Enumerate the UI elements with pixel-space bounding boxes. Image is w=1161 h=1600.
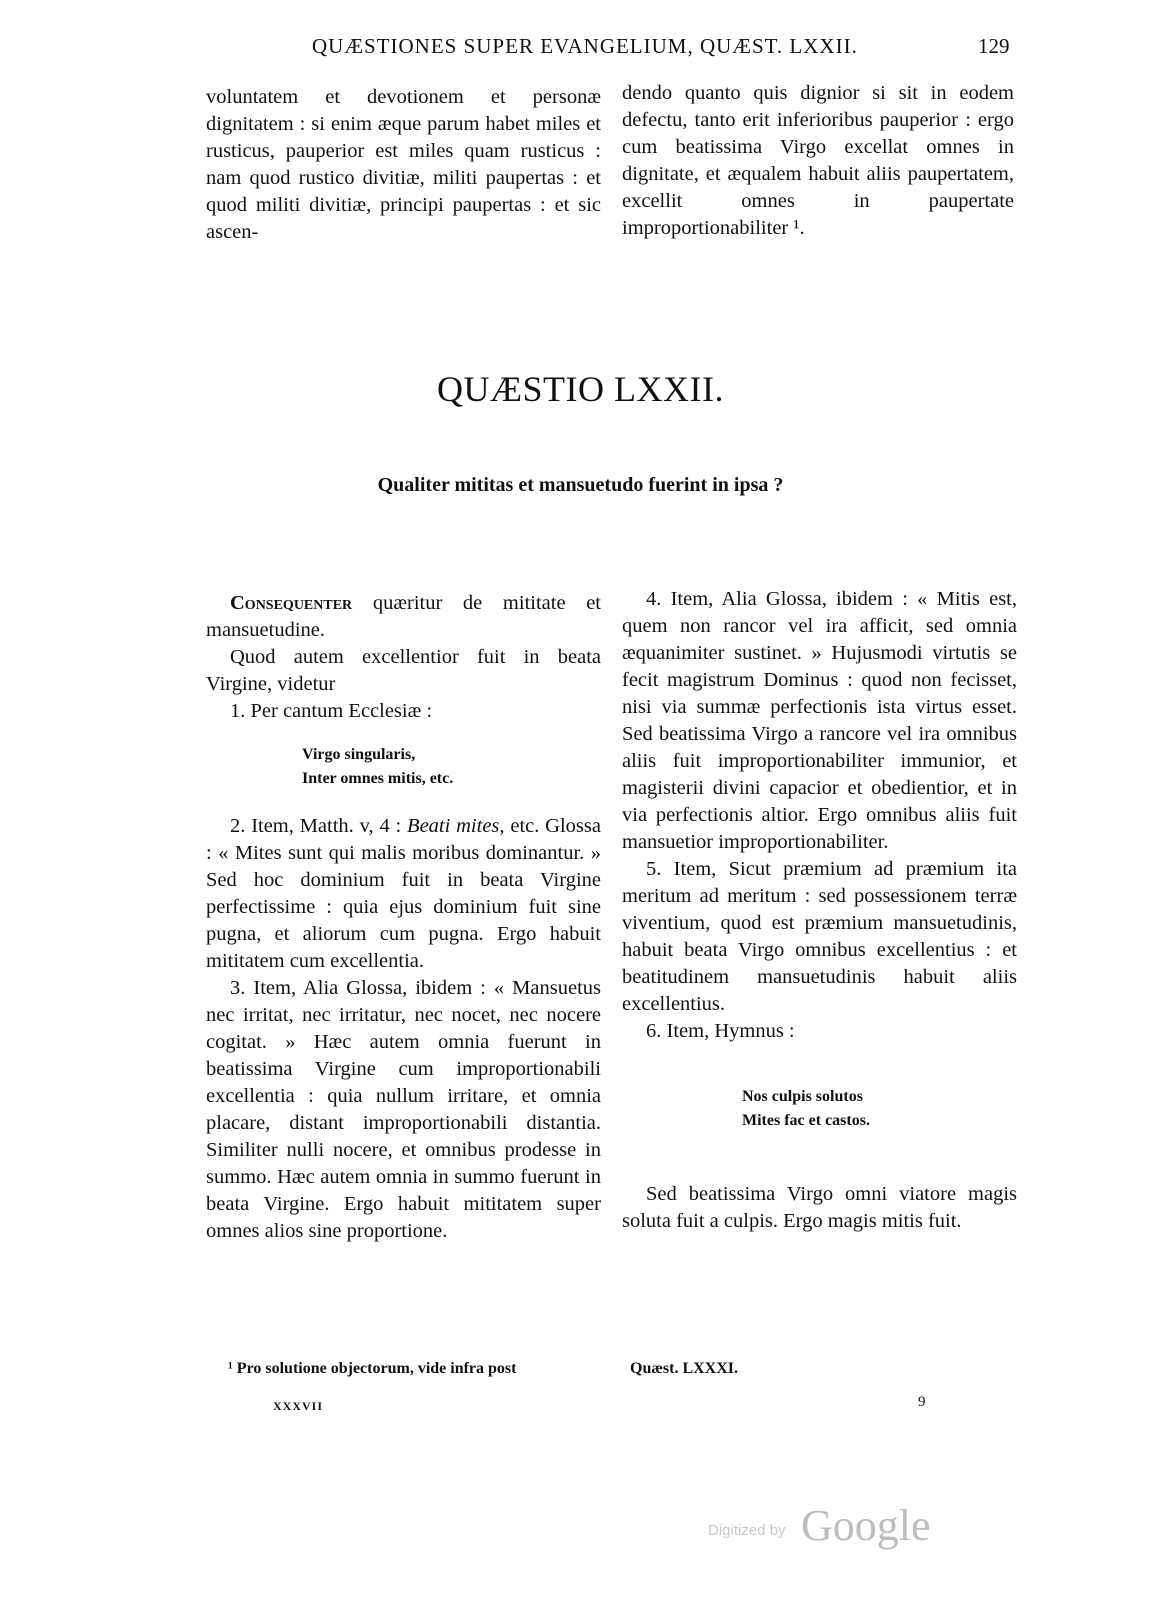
signature-mark: XXXVII <box>273 1399 324 1413</box>
paragraph: Sed beatissima Virgo omni viatore magis soluta fuit a culpis. Ergo magis mitis fuit. <box>622 1183 1017 1232</box>
paragraph: 4. Item, Alia Glossa, ibidem : « Mitis est, quem non rancor vel ira afficit, sed omnia æquanimiter sustinet. » Hujusmodi virtutis se fecit magistrum Dominus : quod non fecisset, nisi via summæ perfectionis ista virtus esset. Sed beatissima Virgo a rancore vel ira omnibus aliis fuit improportionabiliter immunior, et magisterii divini capacior et obedientior, et in via perfectionis altior. Ergo omnibus aliis fuit mansuetior improportionabiliter. <box>622 588 1017 853</box>
running-head <box>0 34 1161 68</box>
verse-line: Inter omnes mitis, etc. <box>302 770 454 787</box>
paragraph: dendo quanto quis dignior si sit in eodem defectu, tanto erit inferioribus pauperior : ergo cum beatissima Virgo excellat omnes in dignitate, et æqualem habuit aliis paupertatem, excellit omnes in paupertate improportionabiliter ¹. <box>622 82 1014 239</box>
page-number: 129 <box>978 34 1010 58</box>
paragraph-text: , etc. Glossa : « Mites sunt qui malis moribus dominantur. » Sed hoc dominium fuit in beata Virgine perfectissime : quia ejus dominium fuit sine pugna, et aliorum cum pugna. Ergo habuit mititatem cum excellentia. <box>206 815 601 972</box>
paragraph <box>206 590 601 644</box>
paragraph-text: 2. Item, Matth. v, 4 : <box>230 815 408 837</box>
paragraph: Quod autem excellentior fuit in beata Virgine, videtur <box>206 646 601 695</box>
right-column <box>622 586 1017 1235</box>
paragraph: voluntatem et devotionem et personæ dignitatem : si enim æque parum habet miles et rusticus, pauperior est miles quam rusticus : nam quod rustico divitiæ, militi paupertas : et quod militi divitiæ, principi paupertas : et sic ascen- <box>206 86 601 243</box>
watermark-logo: Google <box>801 1501 931 1550</box>
verse-line: Virgo singularis, <box>302 746 416 763</box>
watermark-prefix: Digitized by <box>708 1522 786 1539</box>
citation-italic: Beati mites <box>407 815 500 837</box>
question-subtitle: Qualiter mititas et mansuetudo fuerint in ipsa ? <box>377 474 784 496</box>
continued-text-left <box>206 84 601 246</box>
paragraph: 6. Item, Hymnus : <box>646 1020 795 1042</box>
opening-word: Consequenter <box>230 592 353 614</box>
verse-quote <box>622 1085 1017 1133</box>
continued-text-right <box>622 80 1014 242</box>
verse-line: Nos culpis solutos <box>742 1088 863 1105</box>
sheet-number: 9 <box>918 1394 926 1410</box>
paragraph <box>206 813 601 975</box>
paragraph: 1. Per cantum Ecclesiæ : <box>230 700 433 722</box>
running-title: QUÆSTIONES SUPER EVANGELIUM, QUÆST. LXXII. <box>312 34 858 58</box>
paragraph-text: quæritur de mititate et mansuetudine. <box>206 592 601 641</box>
digitization-watermark <box>708 1500 968 1550</box>
left-column <box>206 590 601 1245</box>
verse-quote <box>206 743 601 791</box>
paragraph: 3. Item, Alia Glossa, ibidem : « Mansuetus nec irritat, nec irritatur, nec nocet, nec nocere cogitat. » Hæc autem omnia fuerunt in beatissima Virgine cum improportionabili excellentia : quia nullum irritare, et omnia placare, distant improportionabili distantia. Similiter nulli nocere, et omnibus prodesse in summo. Hæc autem omnia in summo fuerunt in beata Virgine. Ergo habuit mititatem super omnes alios sine proportione. <box>206 977 601 1242</box>
footnote-reference: Quæst. LXXXI. <box>630 1360 739 1377</box>
footnote-text: ¹ Pro solutione objectorum, vide infra post <box>228 1360 517 1377</box>
paragraph: 5. Item, Sicut præmium ad præmium ita meritum ad meritum : sed possessionem terræ viventium, quod est præmium mansuetudinis, habuit beata Virgo omnibus excellentius : et beatitudinem mansuetudinis habuit aliis excellentius. <box>622 858 1017 1015</box>
question-title: QUÆSTIO LXXII. <box>437 369 724 409</box>
verse-line: Mites fac et castos. <box>742 1112 870 1129</box>
